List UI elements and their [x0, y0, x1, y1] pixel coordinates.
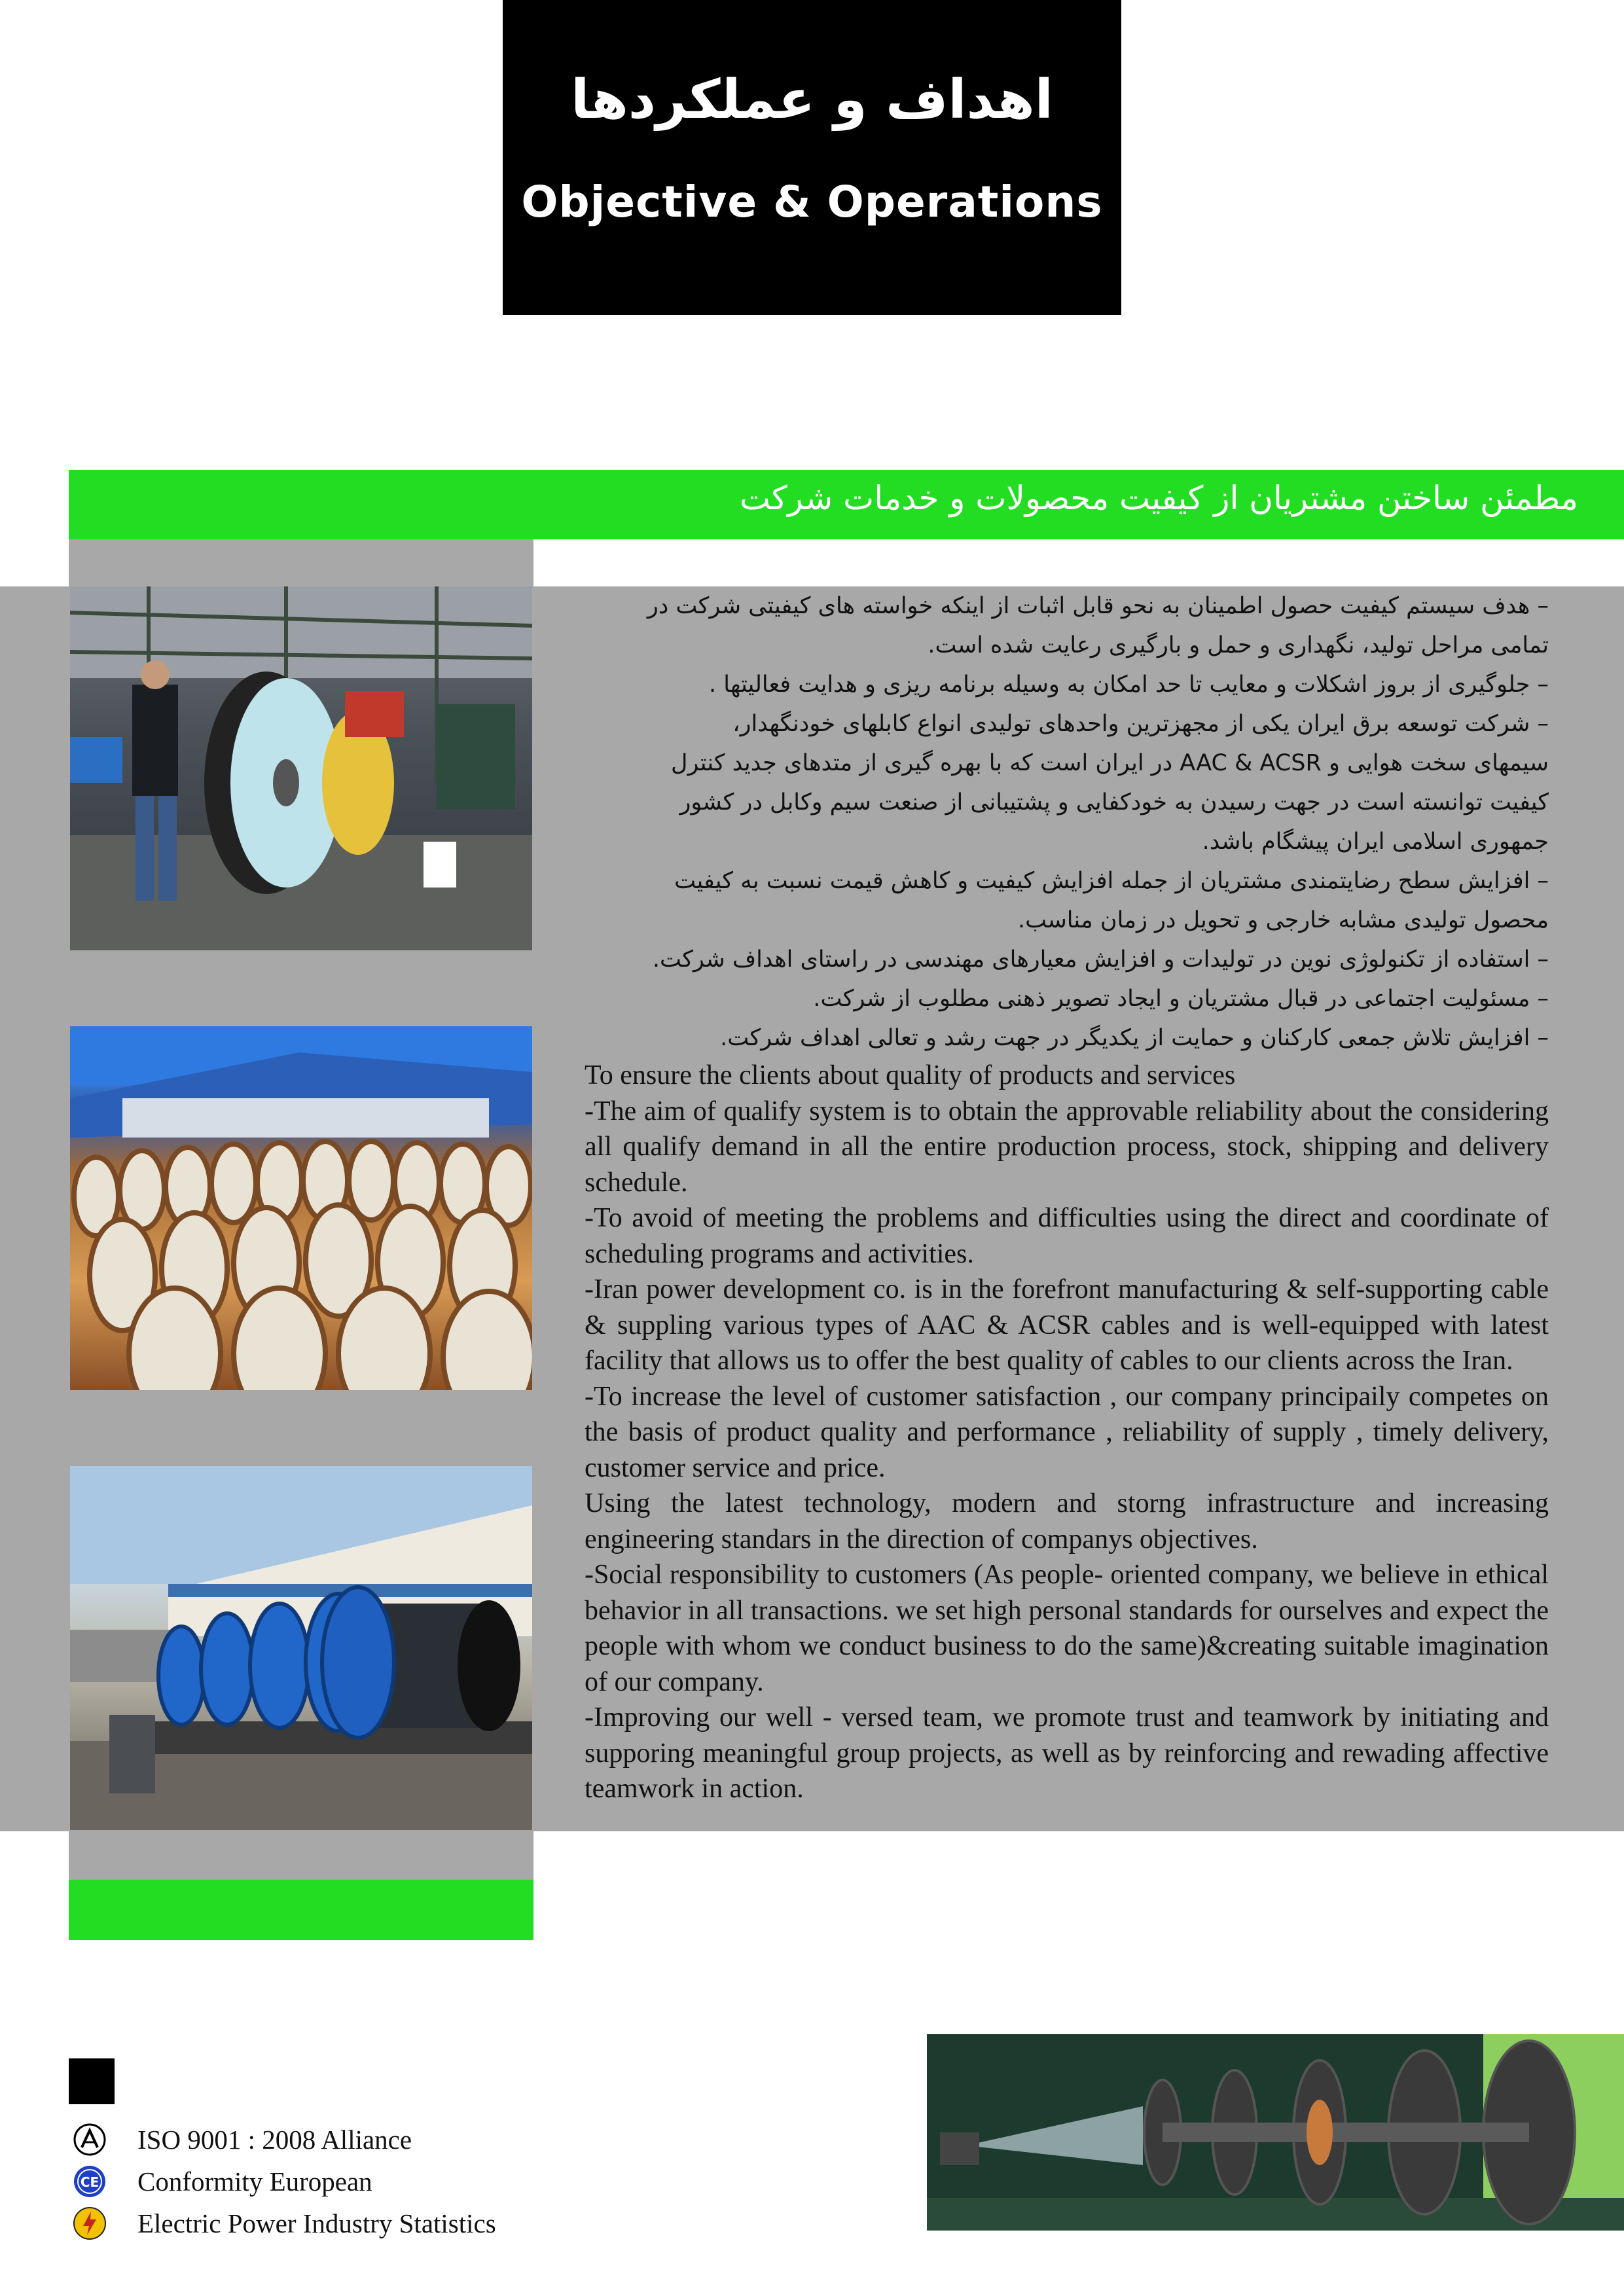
persian-paragraph-line: محصول تولیدی مشابه خارجی و تحویل در زمان مناسب. — [1017, 907, 1549, 933]
english-paragraph: -The aim of qualify system is to obtain the approvable reliability about the considering all qualify demand in all the entire production process, stock, shipping and delivery schedule. — [585, 1096, 1549, 1198]
english-paragraph: -To increase the level of customer satisfaction , our company principaily competes on the basis of product quality and performance , reliability of supply , timely delivery, customer service and price. — [585, 1381, 1549, 1483]
persian-paragraph-line: جمهوری اسلامی ایران پیشگام باشد. — [1202, 829, 1549, 855]
persian-paragraph-line: – هدف سیستم کیفیت حصول اطمینان به نحو قابل اثبات از اینکه خواسته های کیفیتی شرکت در — [647, 593, 1549, 619]
persian-paragraph-line: – استفاده از تکنولوژی نوین در تولیدات و افزایش معیارهای مهندسی در راستای اهداف شرکت. — [652, 946, 1549, 973]
title-block — [503, 0, 1121, 315]
persian-paragraph-line: کیفیت توانسته است در جهت رسیدن به خودکفایی و پشتیبانی از صنعت سیم وکابل در کشور — [679, 789, 1549, 816]
persian-paragraph-line: – افزایش سطح رضایتمندی مشتریان از جمله افزایش کیفیت و کاهش قیمت نسبت به کیفیت — [674, 868, 1549, 894]
persian-paragraph-line: سیمهای سخت هوایی و AAC & ACSR در ایران است که با بهره گیری از متدهای جدید کنترل — [671, 750, 1549, 776]
persian-paragraph-line: تمامی مراحل تولید، نگهداری و حمل و بارگیری رعایت شده است. — [928, 632, 1549, 658]
section-heading-band — [69, 470, 1624, 539]
persian-paragraph-line: – افزایش تلاش جمعی کارکنان و حمایت از یکدیگر در جهت رشد و تعالی اهداف شرکت. — [720, 1025, 1549, 1051]
persian-paragraph-line: – جلوگیری از بروز اشکلات و معایب تا حد امکان به وسیله برنامه ریزی و هدایت فعالیتها . — [709, 672, 1549, 698]
english-paragraph: Using the latest technology, modern and storng infrastructure and increasing engineering standars in the direction of companys objectives. — [585, 1488, 1549, 1554]
section-heading: مطمئن ساختن مشتریان از کیفیت محصولات و خدمات شرکت — [739, 479, 1578, 517]
english-paragraph: -Social responsibility to customers (As people- oriented company, we believe in ethical behavior in all transactions. we set high personal standards for ourselves and expect the people with whom we conduct business to do the same)&creating suitable imagination of our company. — [585, 1560, 1549, 1697]
body-text — [585, 586, 1549, 1807]
english-paragraph: To ensure the clients about quality of products and services — [585, 1060, 1236, 1090]
legend-label: Electric Power Industry Statistics — [137, 2208, 496, 2238]
cable-drums-yard-photo — [70, 1026, 532, 1390]
svg-text:CE: CE — [80, 2174, 99, 2190]
persian-paragraph-line: – شرکت توسعه برق ایران یکی از مجهزترین واحدهای تولیدی انواع کابلهای خودنگهدار، — [732, 711, 1549, 737]
english-paragraph: -Iran power development co. is in the forefront manufacturing & self-supporting cable & suppling various types of AAC & ACSR cables and is well-equipped with latest facility that allows us to offer the best quality of cables to our clients across the Iran. — [585, 1274, 1549, 1376]
green-footer-bar — [69, 1880, 533, 1940]
persian-paragraph-line: – مسئولیت اجتماعی در قبال مشتریان و ایجاد تصویر ذهنی مطلوب از شرکت. — [813, 986, 1549, 1012]
alliance-logo-icon — [73, 2123, 107, 2157]
ce-mark-icon — [73, 2164, 107, 2198]
power-industry-logo-icon — [73, 2206, 107, 2240]
legend-label: Conformity European — [137, 2166, 372, 2197]
english-paragraph: -Improving our well - versed team, we promote trust and teamwork by initiating and supporing meaningful group projects, as well as by reinforcing and rewading affective teamwork in action. — [585, 1702, 1549, 1804]
legend-label: ISO 9001 : 2008 Alliance — [137, 2125, 412, 2155]
factory-interior-photo — [70, 586, 532, 950]
cable-machine-photo — [927, 2034, 1624, 2231]
cable-truck-photo — [70, 1466, 532, 1830]
legend-marker-square — [69, 2058, 115, 2104]
page-title-english: Objective & Operations — [521, 177, 1103, 227]
english-paragraph: -To avoid of meeting the problems and difficulties using the direct and coordinate of scheduling programs and activities. — [585, 1203, 1549, 1269]
page-title-persian: اهداف و عملکردها — [571, 69, 1053, 131]
